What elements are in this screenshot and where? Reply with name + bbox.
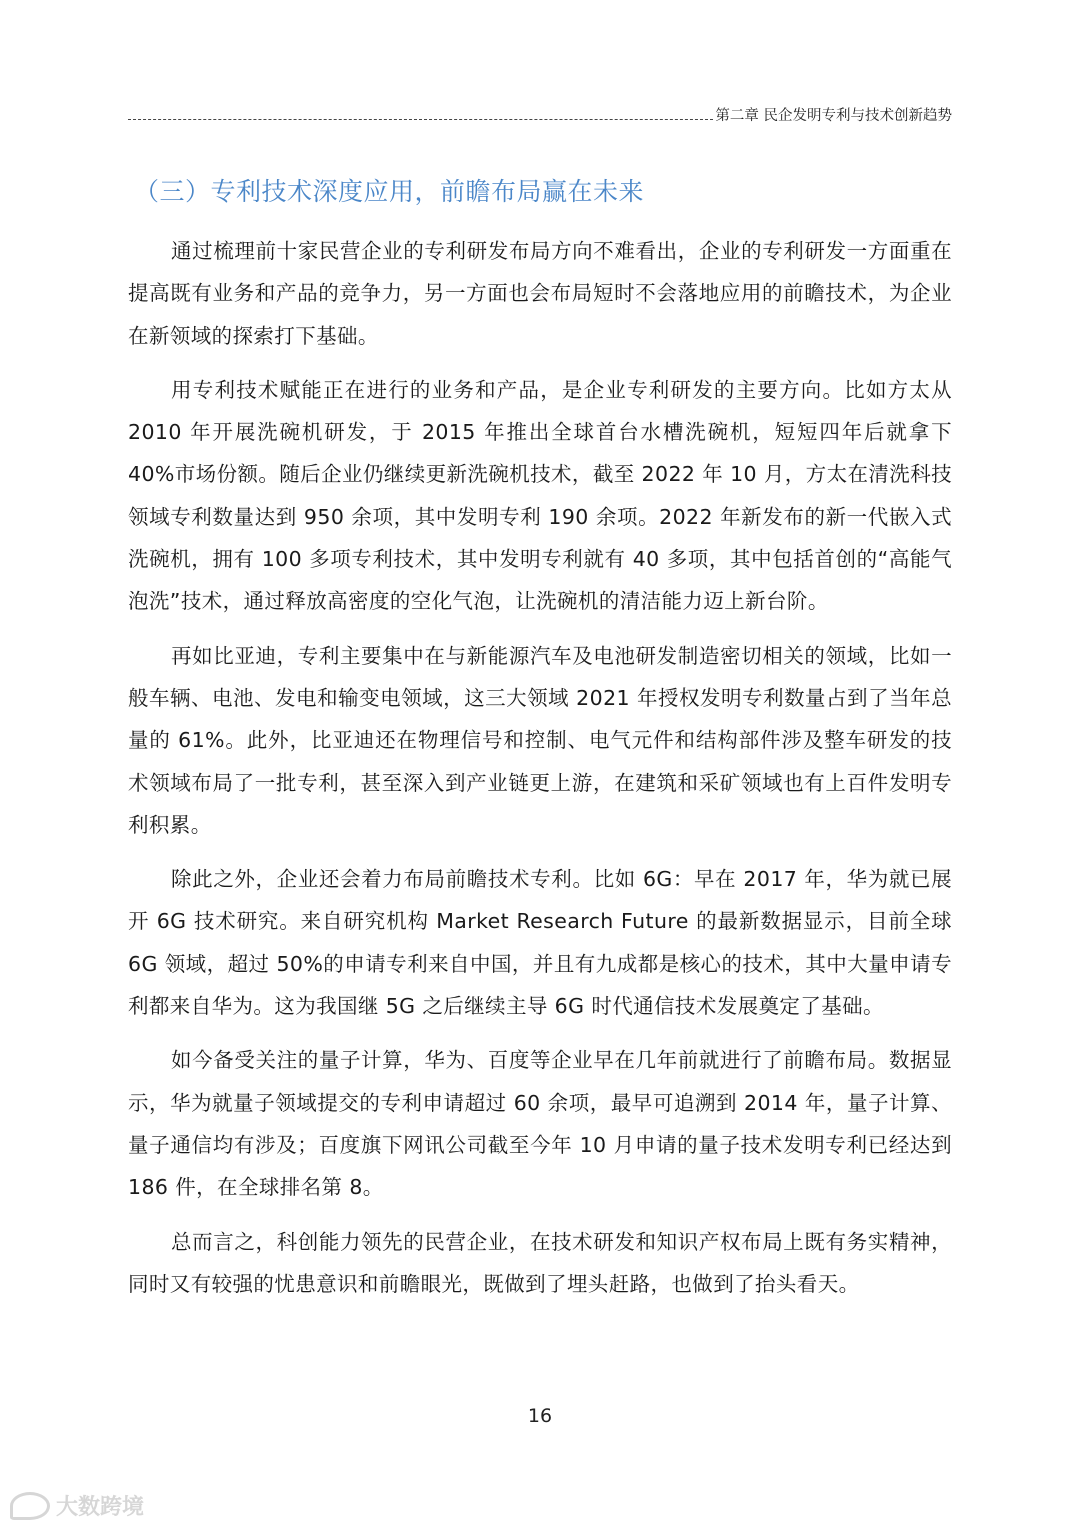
- watermark: [10, 1490, 144, 1521]
- paragraph: 除此之外，企业还会着力布局前瞻技术专利。比如 6G：早在 2017 年，华为就已展开 6G 技术研究。来自研究机构 Market Research Future 的最新数据显示，目前全球 6G 领域，超过 50%的申请专利来自中国，并且有九成都是核心的技术，其中大量申请专利都来自华为。这为我国继 5G 之后继续主导 6G 时代通信技术发展奠定了基础。: [128, 867, 952, 1019]
- watermark-logo-icon: [10, 1492, 50, 1520]
- page-number: 16: [527, 1405, 553, 1427]
- chapter-title: 第二章 民企发明专利与技术创新趋势: [715, 108, 952, 124]
- body-text: [128, 230, 952, 1317]
- paragraph: 总而言之，科创能力领先的民营企业，在技术研发和知识产权布局上既有务实精神，同时又有较强的忧患意识和前瞻眼光，既做到了埋头赶路，也做到了抬头看天。: [128, 1229, 952, 1296]
- header-dashed-rule: [128, 119, 713, 120]
- paragraph: 再如比亚迪，专利主要集中在与新能源汽车及电池研发制造密切相关的领域，比如一般车辆、电池、发电和输变电领域，这三大领域 2021 年授权发明专利数量占到了当年总量的 61%。此外，比亚迪还在物理信号和控制、电气元件和结构部件涉及整车研发的技术领域布局了一批专利，甚至深入到产业链更上游，在建筑和采矿领域也有上百件发明专利积累。: [128, 643, 952, 837]
- paragraph: 通过梳理前十家民营企业的专利研发布局方向不难看出，企业的专利研发一方面重在提高既有业务和产品的竞争力，另一方面也会布局短时不会落地应用的前瞻技术，为企业在新领域的探索打下基础。: [128, 239, 952, 348]
- paragraph: 如今备受关注的量子计算，华为、百度等企业早在几年前就进行了前瞻布局。数据显示，华为就量子领域提交的专利申请超过 60 余项，最早可追溯到 2014 年，量子计算、量子通信均有涉及；百度旗下网讯公司截至今年 10 月申请的量子技术发明专利已经达到 186 件，在全球排名第 8。: [128, 1048, 952, 1200]
- section-title: （三）专利技术深度应用，前瞻布局赢在未来: [134, 177, 645, 206]
- running-header: [128, 104, 952, 125]
- watermark-text: 大数跨境: [56, 1495, 145, 1520]
- paragraph: 用专利技术赋能正在进行的业务和产品，是企业专利研发的主要方向。比如方太从 2010 年开展洗碗机研发，于 2015 年推出全球首台水槽洗碗机，短短四年后就拿下 40%市场份额。随后企业仍继续更新洗碗机技术，截至 2022 年 10 月，方太在清洗科技领域专利数量达到 950 余项，其中发明专利 190 余项。2022 年新发布的新一代嵌入式洗碗机，拥有 100 多项专利技术，其中发明专利就有 40 多项，其中包括首创的“高能气泡洗”技术，通过释放高密度的空化气泡，让洗碗机的清洁能力迈上新台阶。: [128, 377, 952, 614]
